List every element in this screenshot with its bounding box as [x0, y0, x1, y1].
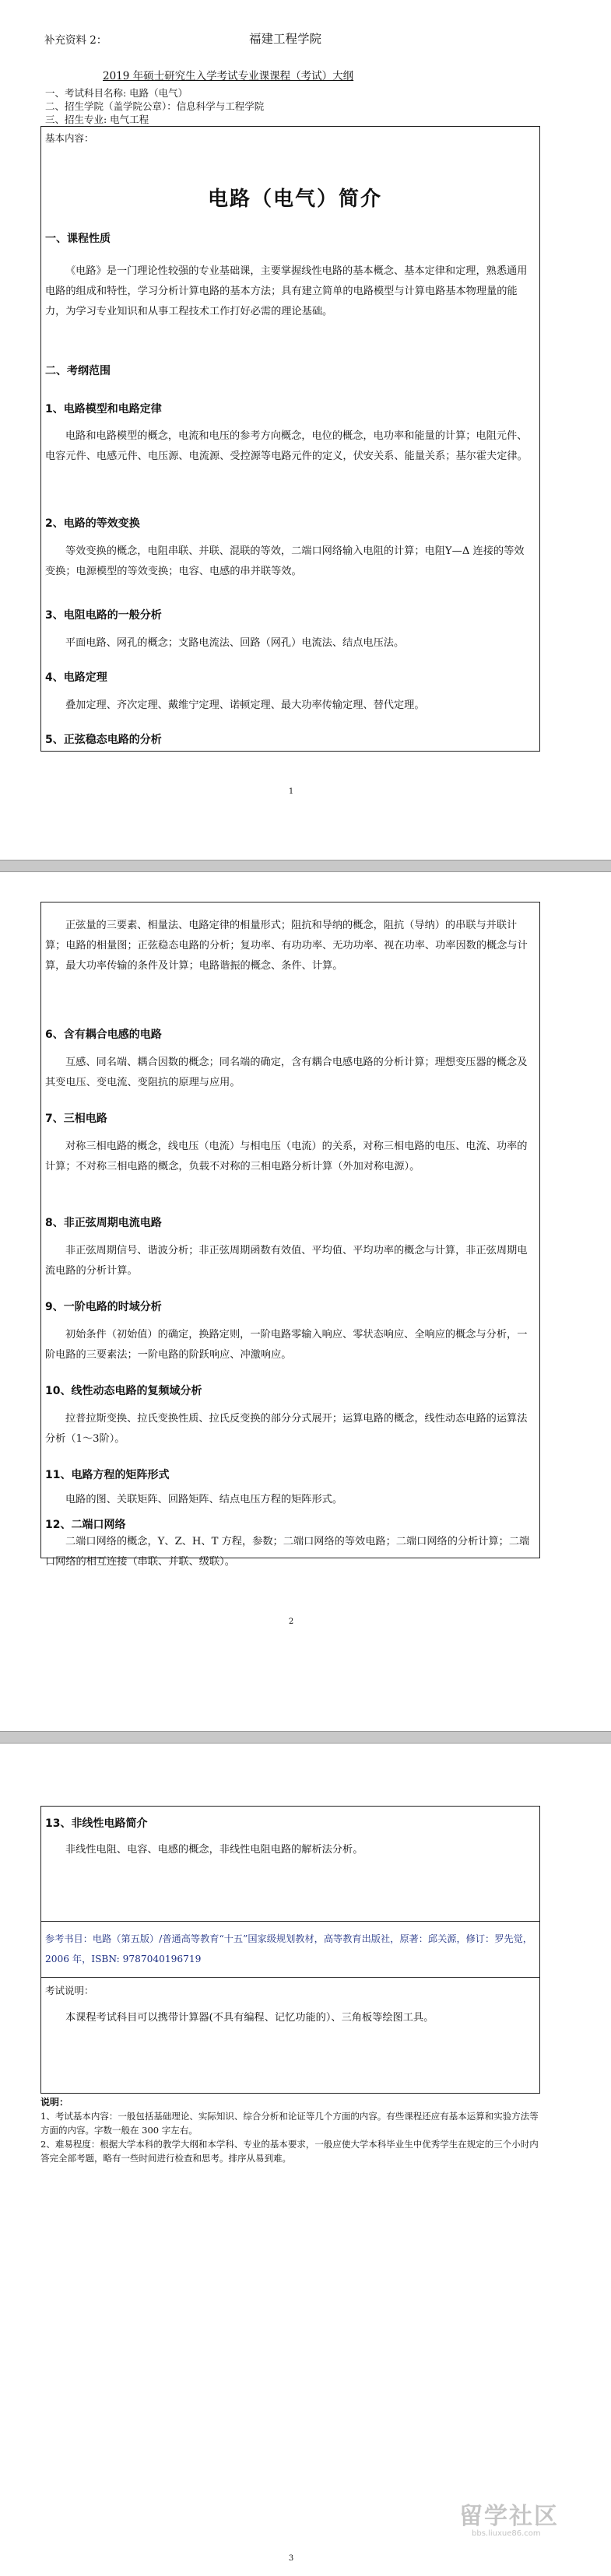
- page-gap: [0, 1732, 611, 1743]
- meta-course: 一、考试科目名称: 电路（电气）: [45, 87, 188, 99]
- section-heading: 二、考纲范围: [45, 365, 111, 377]
- university-name: 福建工程学院: [249, 32, 322, 46]
- section-heading: 12、二端口网络: [45, 1519, 126, 1531]
- reference-books: 参考书目：电路（第五版）/普通高等教育“十五”国家级规划教材，高等教育出版社，原著：邱关源，修订：罗先觉，2006 年，ISBN: 9787040196719: [45, 1933, 532, 1964]
- document-title: 电路（电气）简介: [208, 188, 383, 211]
- section-heading: 3、电阻电路的一般分析: [45, 609, 162, 622]
- section-heading: 6、含有耦合电感的电路: [45, 1029, 162, 1041]
- section-body: 对称三相电路的概念，线电压（电流）与相电压（电流）的关系，对称三相电路的电压、电流、功率的计算；不对称三相电路的概念，负载不对称的三相电路分析计算（外加对称电源）。: [45, 1141, 528, 1172]
- page-number: 2: [288, 1617, 294, 1626]
- meta-major: 三、招生专业: 电气工程: [45, 114, 149, 125]
- exam-method-label: 考试说明：: [45, 1985, 94, 1996]
- section-body: 叠加定理、齐次定理、戴维宁定理、诺顿定理、最大功率传输定理、替代定理。: [65, 699, 425, 711]
- page-2: [0, 872, 611, 1731]
- section-heading: 4、电路定理: [45, 671, 107, 684]
- section-body: 等效变换的概念，电阻串联、并联、混联的等效，二端口网络输入电阻的计算；电阻Y—Δ 连接的等效变换；电源模型的等效变换；电容、电感的串并联等效。: [45, 545, 525, 577]
- section-body: 拉普拉斯变换、拉氏变换性质、拉氏反变换的部分分式展开；运算电路的概念，线性动态电路的运算法分析（1～3阶）。: [45, 1413, 528, 1445]
- exam-method-body: 本课程考试科目可以携带计算器(不具有编程、记忆功能的）、三角板等绘图工具。: [65, 2012, 434, 2024]
- section-body: 初始条件（初始值）的确定，换路定则，一阶电路零输入响应、零状态响应、全响应的概念与分析，一阶电路的三要素法；一阶电路的阶跃响应、冲激响应。: [45, 1329, 528, 1361]
- section-body: 非线性电阻、电容、电感的概念，非线性电阻电路的解析法分析。: [65, 1844, 363, 1856]
- section-heading: 9、一阶电路的时域分析: [45, 1301, 162, 1313]
- section-body: 电路的图、关联矩阵、回路矩阵、结点电压方程的矩阵形式。: [65, 1494, 343, 1505]
- content-box: [40, 902, 540, 1558]
- page-number: 1: [288, 787, 294, 796]
- page-number: 3: [288, 2554, 294, 2563]
- section-heading: 2、电路的等效变换: [45, 517, 140, 530]
- section-body: 《电路》是一门理论性较强的专业基础课，主要掌握线性电路的基本概念、基本定律和定理，熟悉通用电路的组成和特性，学习分析计算电路的基本方法；具有建立简单的电路模型与计算电路基本物理量的能力，为学习专业知识和从事工程技术工作打好必需的理论基础。: [45, 265, 528, 317]
- section-body: 正弦量的三要素、相量法、电路定律的相量形式；阻抗和导纳的概念，阻抗（导纳）的串联与并联计算；电路的相量图；正弦稳态电路的分析；复功率、有功功率、无功功率、视在功率、功率因数的概念与计算，最大功率传输的条件及计算；电路谐振的概念、条件、计算。: [45, 920, 528, 972]
- page-3: [0, 1744, 611, 2576]
- section-body: 互感、同名端、耦合因数的概念；同名端的确定，含有耦合电感电路的分析计算；理想变压器的概念及其变电压、变电流、变阻抗的原理与应用。: [45, 1057, 528, 1088]
- section-heading: 10、线性动态电路的复频域分析: [45, 1385, 202, 1397]
- divider: [40, 1921, 540, 1922]
- note-item: 2、难易程度：根据大学本科的教学大纲和本学科、专业的基本要求，一般应使大学本科毕业生中优秀学生在规定的三个小时内答完全部考题，略有一些时间进行检查和思考。排序从易到难。: [40, 2139, 539, 2164]
- note-item: 1、考试基本内容：一般包括基础理论、实际知识、综合分析和论证等几个方面的内容。有些课程还应有基本运算和实验方法等方面的内容。字数一般在 300 字左右。: [40, 2111, 539, 2136]
- page-1: [0, 0, 611, 860]
- supplement-label: 补充资料 2：: [44, 34, 107, 47]
- section-body: 平面电路、网孔的概念；支路电流法、回路（网孔）电流法、结点电压法。: [65, 637, 405, 649]
- meta-college: 二、招生学院（盖学院公章）：信息科学与工程学院: [45, 100, 265, 112]
- section-heading: 13、非线性电路简介: [45, 1817, 148, 1830]
- divider: [40, 1977, 540, 1978]
- notes-label: 说明：: [40, 2097, 69, 2108]
- section-heading: 8、非正弦周期电流电路: [45, 1217, 162, 1229]
- section-body: 非正弦周期信号、谐波分析；非正弦周期函数有效值、平均值、平均功率的概念与计算，非正弦周期电流电路的分析计算。: [45, 1245, 528, 1277]
- watermark-logo: 留学社区: [459, 2503, 559, 2530]
- section-body: 二端口网络的概念，Y、Z、H、T 方程，参数；二端口网络的等效电路；二端口网络的分析计算；二端口网络的相互连接（串联、并联、级联）。: [45, 1536, 530, 1568]
- section-heading: 11、电路方程的矩阵形式: [45, 1469, 170, 1481]
- section-heading: 5、正弦稳态电路的分析: [45, 734, 162, 746]
- exam-title: 2019 年硕士研究生入学考试专业课课程（考试）大纲: [103, 70, 354, 82]
- section-body: 电路和电路模型的概念，电流和电压的参考方向概念，电位的概念，电功率和能量的计算；电阻元件、电容元件、电感元件、电压源、电流源、受控源等电路元件的定义，伏安关系、能量关系；基尔霍夫定律。: [45, 430, 528, 462]
- watermark-url: bbs.liuxue86.com: [472, 2529, 541, 2538]
- section-heading: 1、电路模型和电路定律: [45, 403, 162, 415]
- section-heading: 7、三相电路: [45, 1113, 107, 1125]
- basic-content-label: 基本内容：: [45, 132, 94, 144]
- section-heading: 一、课程性质: [45, 233, 111, 245]
- page-gap: [0, 860, 611, 871]
